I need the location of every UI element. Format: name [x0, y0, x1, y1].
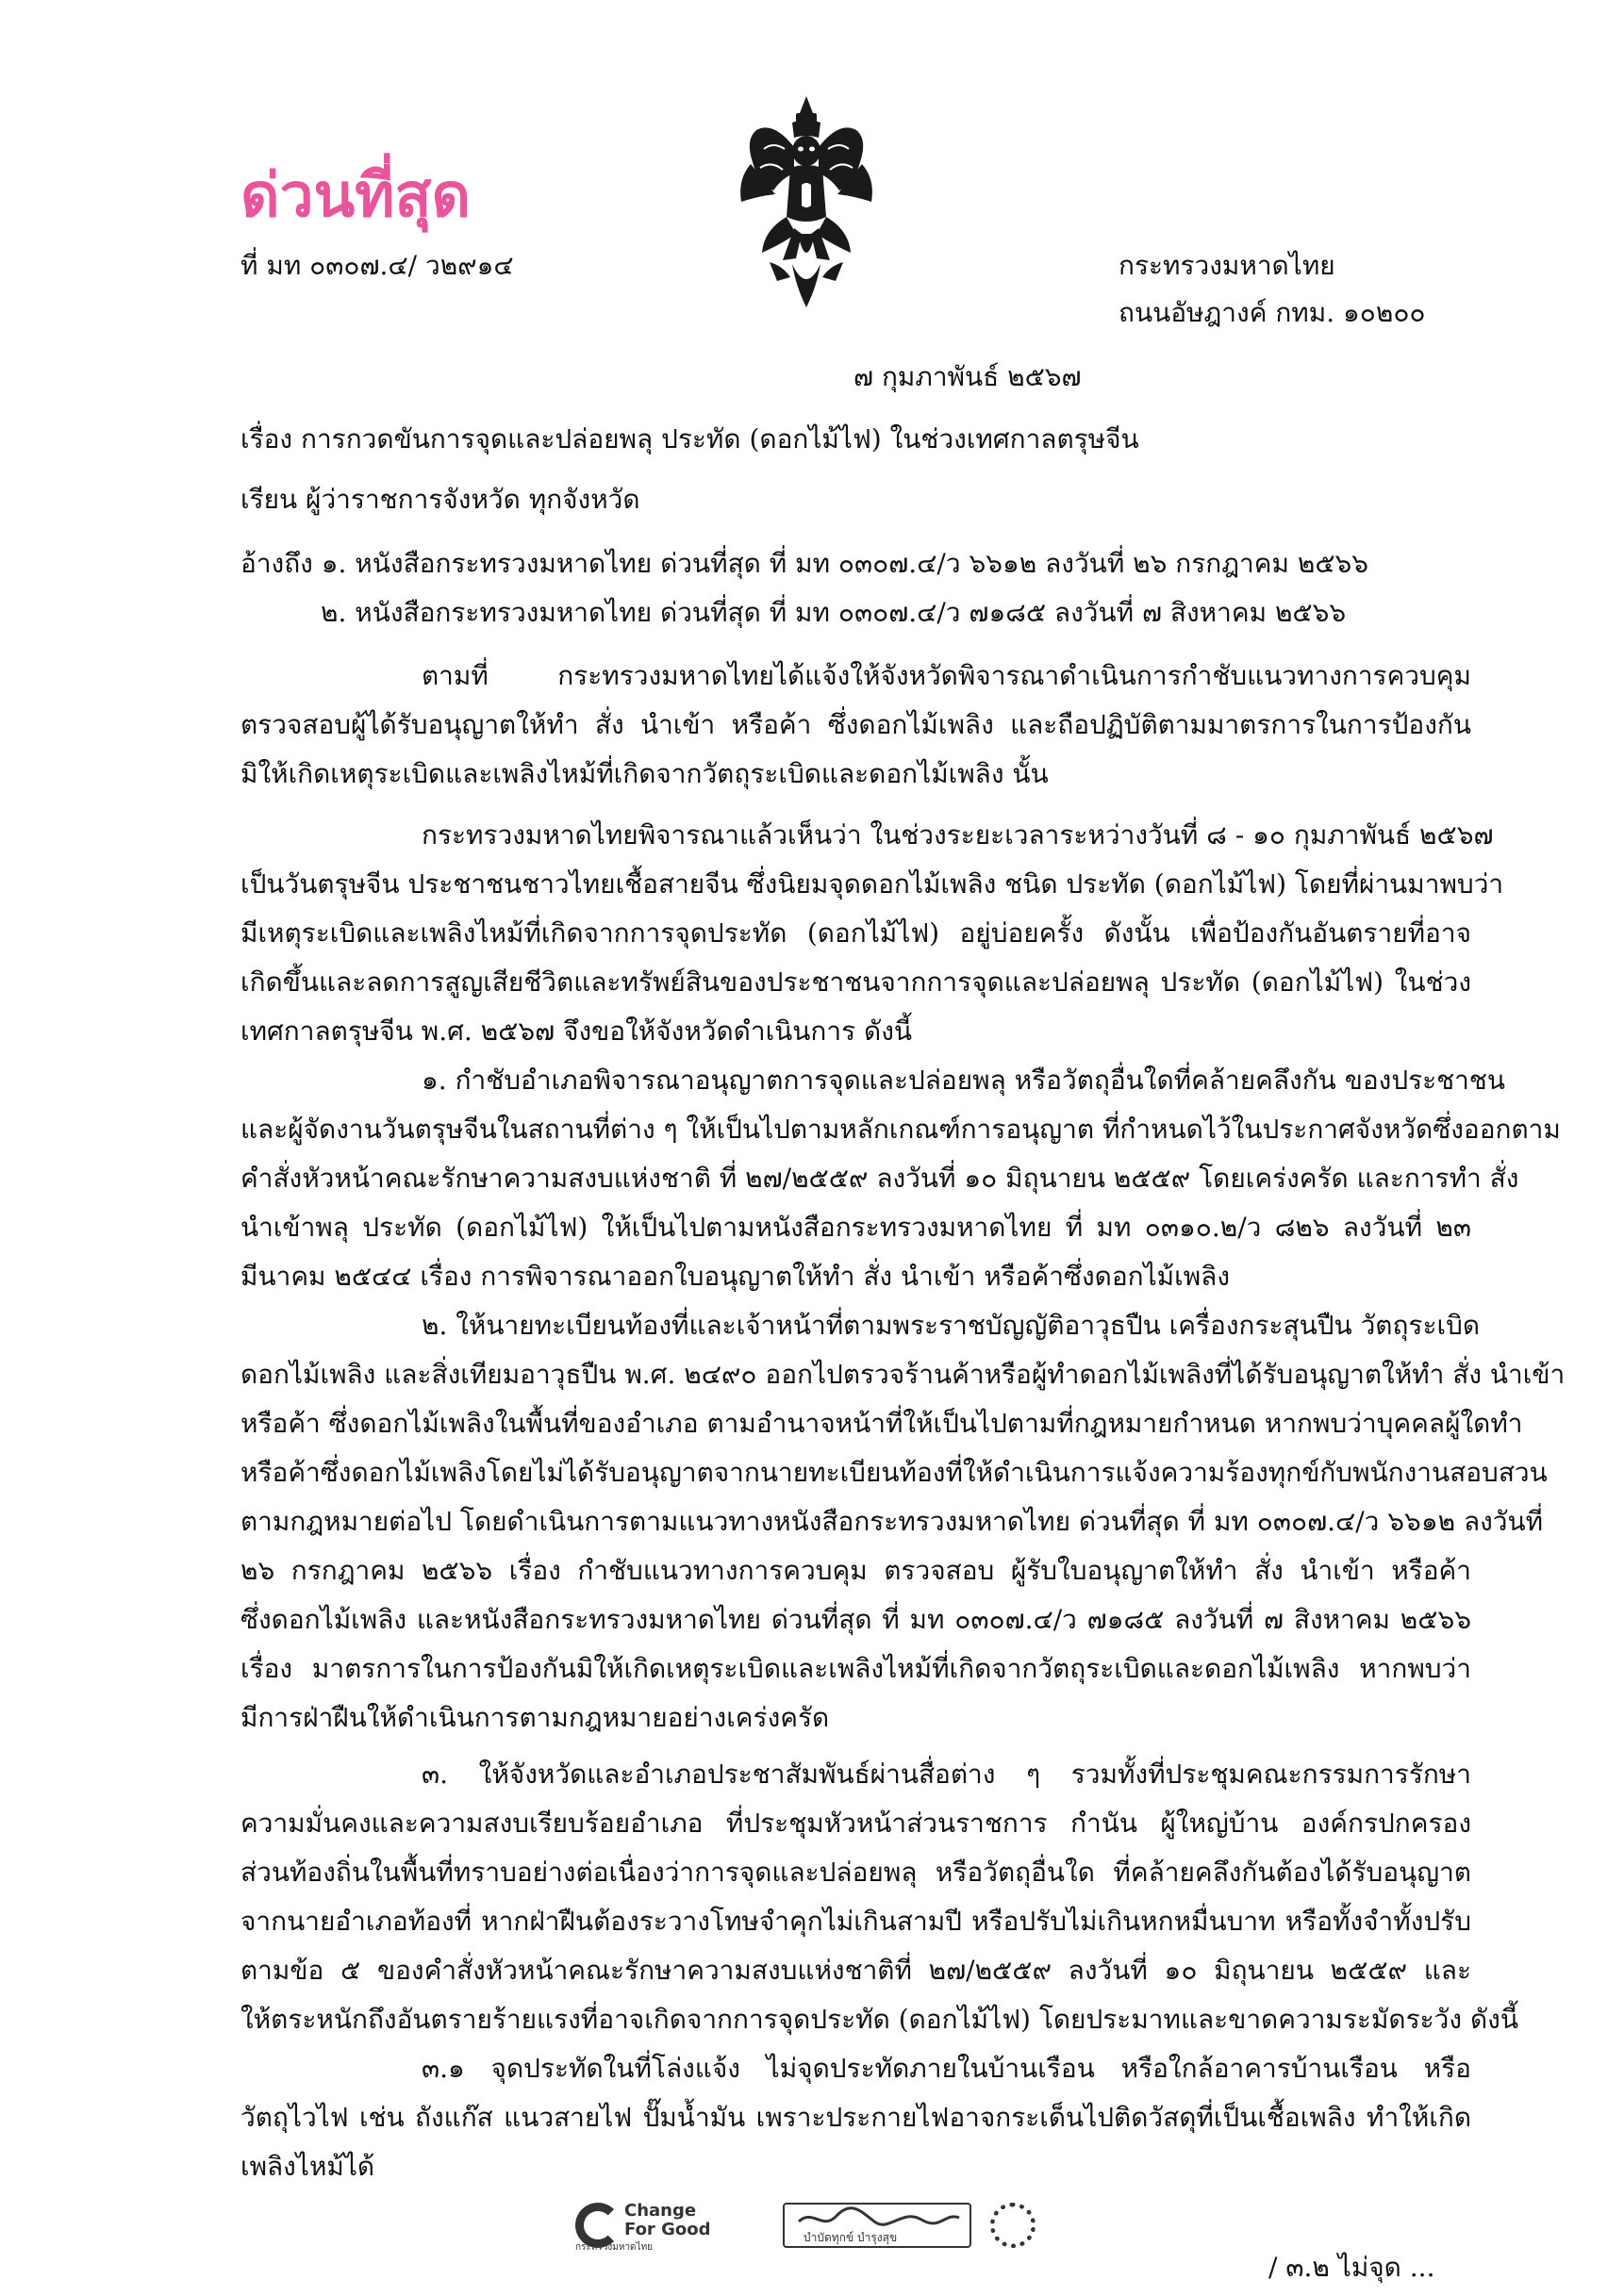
logo-for-good-text: For Good: [624, 2220, 711, 2239]
issuer-address: ถนนอัษฎางค์ กทม. ๑๐๒๐๐: [1119, 297, 1426, 328]
body-line: หรือค้าซึ่งดอกไม้เพลิงโดยไม่ได้รับอนุญาตจากนายทะเบียนท้องที่ให้ดำเนินการแจ้งความร้องทุกข์กับพนักงานสอบสวน: [240, 1457, 1548, 1488]
document-number: ที่ มท ๐๓๐๗.๔/ ว๒๙๑๔: [240, 250, 514, 281]
body-line: เกิดขึ้นและลดการสูญเสียชีวิตและทรัพย์สินของประชาชนจากการจุดและปล่อยพลุ ประทัด (ดอกไม้ไฟ) ในช่วง: [240, 966, 1471, 998]
body-line: ส่วนท้องถิ่นในพื้นที่ทราบอย่างต่อเนื่องว่าการจุดและปล่อยพลุ หรือวัตถุอื่นใด ที่คล้ายคลึงกันต้องได้รับอนุญาต: [240, 1857, 1471, 1888]
body-line: ความมั่นคงและความสงบเรียบร้อยอำเภอ ที่ประชุมหัวหน้าส่วนราชการ กำนัน ผู้ใหญ่บ้าน องค์กรปกครอง: [240, 1808, 1471, 1839]
issuer-name: กระทรวงมหาดไทย: [1119, 250, 1335, 281]
body-line: วัตถุไวไฟ เช่น ถังแก๊ส แนวสายไฟ ปั๊มน้ำมัน เพราะประกายไฟอาจกระเด็นไปติดวัสดุที่เป็นเชื้อเพลิง ทำให้เกิด: [240, 2102, 1471, 2133]
body-line: เพลิงไหม้ได้: [240, 2151, 375, 2182]
body-line: ตามกฎหมายต่อไป โดยดำเนินการตามแนวทางหนังสือกระทรวงมหาดไทย ด่วนที่สุด ที่ มท ๐๓๐๗.๔/ว ๖๖๑๒ ลงวันที่: [240, 1506, 1544, 1537]
body-line: ๓.๑ จุดประทัดในที่โล่งแจ้ง ไม่จุดประทัดภายในบ้านเรือน หรือใกล้อาคารบ้านเรือน หรือ: [422, 2053, 1471, 2084]
signature-caption: บำบัดทุกข์ บำรุงสุข: [804, 2231, 898, 2244]
logo-ministry-small: กระทรวงมหาดไทย: [575, 2242, 654, 2253]
subject-line: เรื่อง การกวดขันการจุดและปล่อยพลุ ประทัด (ดอกไม้ไฟ) ในช่วงเทศกาลตรุษจีน: [240, 423, 1139, 454]
document-date: ๗ กุมภาพันธ์ ๒๕๖๗: [853, 361, 1082, 392]
body-line: เทศกาลตรุษจีน พ.ศ. ๒๕๖๗ จึงขอให้จังหวัดดำเนินการ ดังนี้: [240, 1016, 913, 1047]
body-line: ๒. ให้นายทะเบียนท้องที่และเจ้าหน้าที่ตามพระราชบัญญัติอาวุธปืน เครื่องกระสุนปืน วัตถุระเบิด: [422, 1310, 1481, 1341]
body-line: เป็นวันตรุษจีน ประชาชนชาวไทยเชื้อสายจีน ซึ่งนิยมจุดดอกไม้เพลิง ชนิด ประทัด (ดอกไม้ไฟ) โดยที่ผ่านมาพบว่า: [240, 868, 1504, 900]
body-line: นำเข้าพลุ ประทัด (ดอกไม้ไฟ) ให้เป็นไปตามหนังสือกระทรวงมหาดไทย ที่ มท ๐๓๑๐.๒/ว ๘๒๖ ลงวันที่ ๒๓: [240, 1212, 1471, 1243]
body-line: มีการฝ่าฝืนให้ดำเนินการตามกฎหมายอย่างเคร่งครัด: [240, 1702, 830, 1733]
body-line: มิให้เกิดเหตุระเบิดและเพลิงไหม้ที่เกิดจากวัตถุระเบิดและดอกไม้เพลิง นั้น: [240, 758, 1049, 789]
footer-logos: [575, 2201, 1471, 2253]
change-for-good-logo: [575, 2201, 754, 2253]
body-line: ตรวจสอบผู้ได้รับอนุญาตให้ทำ สั่ง นำเข้า หรือค้า ซึ่งดอกไม้เพลิง และถือปฏิบัติตามมาตรการในการป้องกัน: [240, 709, 1471, 740]
body-line: มีเหตุระเบิดและเพลิงไหม้ที่เกิดจากการจุดประทัด (ดอกไม้ไฟ) อยู่บ่อยครั้ง ดังนั้น เพื่อป้องกันอันตรายที่อาจ: [240, 917, 1471, 949]
body-line: ๓. ให้จังหวัดและอำเภอประชาสัมพันธ์ผ่านสื่อต่าง ๆ รวมทั้งที่ประชุมคณะกรรมการรักษา: [422, 1759, 1471, 1790]
body-line: กระทรวงมหาดไทยพิจารณาแล้วเห็นว่า ในช่วงระยะเวลาระหว่างวันที่ ๘ - ๑๐ กุมภาพันธ์ ๒๕๖๗: [422, 819, 1494, 851]
body-line: และผู้จัดงานวันตรุษจีนในสถานที่ต่าง ๆ ให้เป็นไปตามหลักเกณฑ์การอนุญาต ที่กำหนดไว้ในประกาศจังหวัดซึ่งออกตาม: [240, 1114, 1561, 1145]
signature-logo: [783, 2203, 971, 2248]
body-line: เรื่อง มาตรการในการป้องกันมิให้เกิดเหตุระเบิดและเพลิงไหม้ที่เกิดจากวัตถุระเบิดและดอกไม้เพลิง หากพบว่า: [240, 1653, 1471, 1684]
body-line: คำสั่งหัวหน้าคณะรักษาความสงบแห่งชาติ ที่ ๒๗/๒๕๕๙ ลงวันที่ ๑๐ มิถุนายน ๒๕๕๙ โดยเคร่งครัด และการทำ สั่ง: [240, 1163, 1519, 1194]
reference-1: อ้างถึง ๑. หนังสือกระทรวงมหาดไทย ด่วนที่สุด ที่ มท ๐๓๐๗.๔/ว ๖๖๑๒ ลงวันที่ ๒๖ กรกฎาคม ๒๕๖๖: [240, 548, 1369, 579]
urgency-stamp: ด่วนที่สุด: [240, 161, 472, 231]
addressee-line: เรียน ผู้ว่าราชการจังหวัด ทุกจังหวัด: [240, 484, 640, 515]
body-line: ตามข้อ ๕ ของคำสั่งหัวหน้าคณะรักษาความสงบแห่งชาติที่ ๒๗/๒๕๕๙ ลงวันที่ ๑๐ มิถุนายน ๒๕๕๙ และ: [240, 1955, 1471, 1986]
continuation-marker: / ๓.๒ ไม่จุด ...: [1268, 2252, 1435, 2283]
body-line: ดอกไม้เพลิง และสิ่งเทียมอาวุธปืน พ.ศ. ๒๔๙๐ ออกไปตรวจร้านค้าหรือผู้ทำดอกไม้เพลิงที่ได้รับอนุญาตให้ทำ สั่ง นำเข้า: [240, 1359, 1566, 1390]
body-line: หรือค้า ซึ่งดอกไม้เพลิงในพื้นที่ของอำเภอ ตามอำนาจหน้าที่ให้เป็นไปตามที่กฎหมายกำหนด หากพบว่าบุคคลผู้ใดทำ: [240, 1408, 1523, 1439]
body-line: ๑. กำชับอำเภอพิจารณาอนุญาตการจุดและปล่อยพลุ หรือวัตถุอื่นใดที่คล้ายคลึงกัน ของประชาชน: [422, 1065, 1506, 1096]
reference-2: ๒. หนังสือกระทรวงมหาดไทย ด่วนที่สุด ที่ มท ๐๓๐๗.๔/ว ๗๑๘๕ ลงวันที่ ๗ สิงหาคม ๒๕๖๖: [321, 597, 1347, 628]
body-line: ตามที่ กระทรวงมหาดไทยได้แจ้งให้จังหวัดพิจารณาดำเนินการกำชับแนวทางการควบคุม: [422, 660, 1471, 691]
body-line: ซึ่งดอกไม้เพลิง และหนังสือกระทรวงมหาดไทย ด่วนที่สุด ที่ มท ๐๓๐๗.๔/ว ๗๑๘๕ ลงวันที่ ๗ สิงหาคม ๒๕๖๖: [240, 1604, 1471, 1635]
round-seal-icon: [990, 2203, 1036, 2248]
body-line: ๒๖ กรกฎาคม ๒๕๖๖ เรื่อง กำชับแนวทางการควบคุม ตรวจสอบ ผู้รับใบอนุญาตให้ทำ สั่ง นำเข้า หรือค้า: [240, 1555, 1471, 1586]
garuda-emblem-graphic: [736, 92, 877, 311]
garuda-emblem-icon: [736, 92, 877, 311]
logo-change-text: Change: [624, 2201, 697, 2221]
signature-scribble-icon: [794, 2206, 964, 2229]
body-line: จากนายอำเภอท้องที่ หากฝ่าฝืนต้องระวางโทษจำคุกไม่เกินสามปี หรือปรับไม่เกินหกหมื่นบาท หรือทั้งจำทั้งปรับ: [240, 1906, 1471, 1937]
body-line: ให้ตระหนักถึงอันตรายร้ายแรงที่อาจเกิดจากการจุดประทัด (ดอกไม้ไฟ) โดยประมาทและขาดความระมัดระวัง ดังนี้: [240, 2004, 1518, 2035]
body-line: มีนาคม ๒๕๔๔ เรื่อง การพิจารณาออกใบอนุญาตให้ทำ สั่ง นำเข้า หรือค้าซึ่งดอกไม้เพลิง: [240, 1261, 1230, 1292]
